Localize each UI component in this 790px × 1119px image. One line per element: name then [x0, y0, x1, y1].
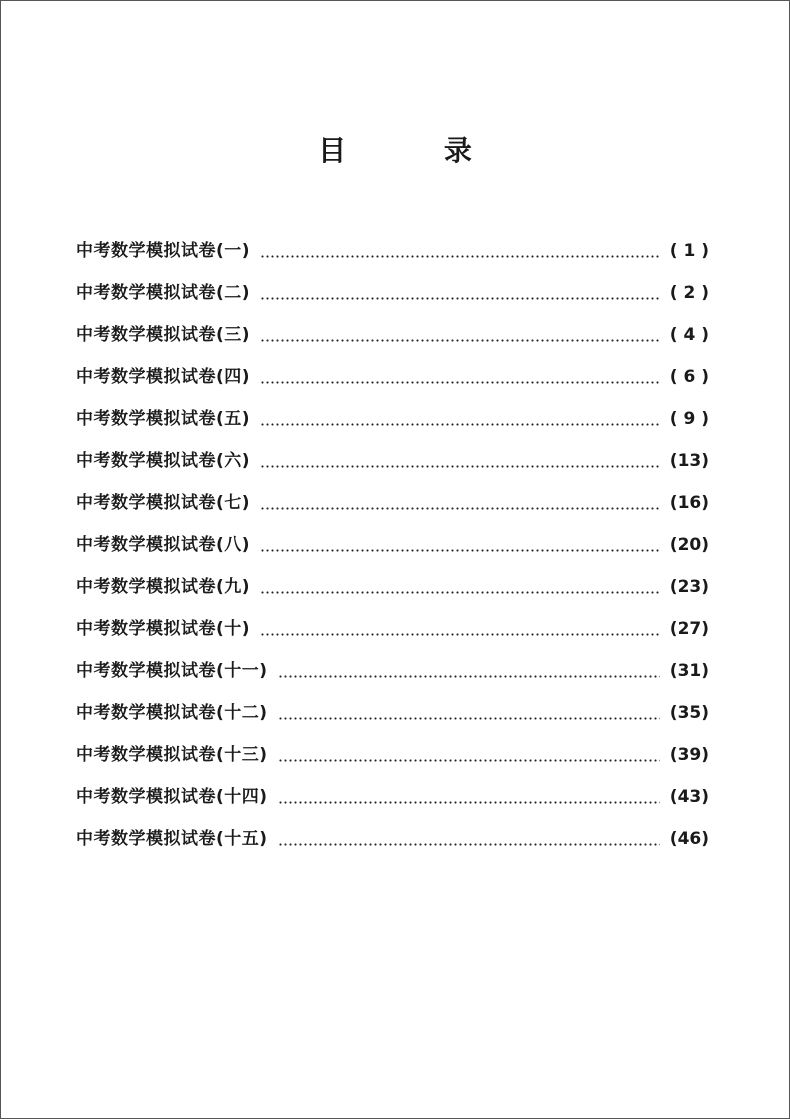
toc-entry[interactable] — [76, 355, 709, 397]
toc-entry-page: ( 9 ) — [669, 409, 709, 429]
toc-entry-page: (16) — [669, 493, 709, 513]
toc-entry-label: 中考数学模拟试卷(五) — [76, 409, 251, 429]
toc-entry[interactable] — [76, 691, 709, 733]
toc-entry[interactable] — [76, 229, 709, 271]
toc-entry-page: ( 2 ) — [669, 283, 709, 303]
dot-leader — [260, 633, 660, 636]
toc-entry-label: 中考数学模拟试卷(十五) — [76, 829, 268, 849]
toc-entry-page: (31) — [669, 661, 709, 681]
dot-leader — [278, 843, 660, 846]
toc-entry-label: 中考数学模拟试卷(九) — [76, 577, 251, 597]
dot-leader — [260, 465, 660, 468]
dot-leader — [278, 675, 660, 678]
toc-entry-label: 中考数学模拟试卷(十一) — [76, 661, 268, 681]
toc-entry-page: (23) — [669, 577, 709, 597]
toc-entry[interactable] — [76, 607, 709, 649]
toc-title: 目 录 — [318, 134, 516, 167]
toc-entry-page: (13) — [669, 451, 709, 471]
toc-entry-page: ( 4 ) — [669, 325, 709, 345]
toc-entry-page: (39) — [669, 745, 709, 765]
toc-list — [76, 229, 709, 859]
toc-entry-page: (46) — [669, 829, 709, 849]
dot-leader — [260, 339, 660, 342]
toc-entry-page: ( 1 ) — [669, 241, 709, 261]
dot-leader — [278, 801, 660, 804]
toc-entry-page: (35) — [669, 703, 709, 723]
toc-entry[interactable] — [76, 313, 709, 355]
dot-leader — [278, 717, 660, 720]
dot-leader — [260, 549, 660, 552]
toc-entry[interactable] — [76, 817, 709, 859]
dot-leader — [260, 591, 660, 594]
dot-leader — [278, 759, 660, 762]
toc-entry-page: ( 6 ) — [669, 367, 709, 387]
toc-entry-label: 中考数学模拟试卷(十四) — [76, 787, 268, 807]
dot-leader — [260, 255, 660, 258]
toc-entry-label: 中考数学模拟试卷(十二) — [76, 703, 268, 723]
toc-entry-label: 中考数学模拟试卷(四) — [76, 367, 251, 387]
dot-leader — [260, 297, 660, 300]
toc-entry[interactable] — [76, 523, 709, 565]
toc-entry[interactable] — [76, 649, 709, 691]
toc-entry-label: 中考数学模拟试卷(十三) — [76, 745, 268, 765]
toc-entry-page: (27) — [669, 619, 709, 639]
dot-leader — [260, 423, 660, 426]
toc-entry-label: 中考数学模拟试卷(六) — [76, 451, 251, 471]
toc-entry[interactable] — [76, 733, 709, 775]
toc-entry[interactable] — [76, 481, 709, 523]
dot-leader — [260, 507, 660, 510]
toc-entry[interactable] — [76, 439, 709, 481]
toc-entry-page: (20) — [669, 535, 709, 555]
toc-entry-label: 中考数学模拟试卷(十) — [76, 619, 251, 639]
toc-entry-label: 中考数学模拟试卷(三) — [76, 325, 251, 345]
toc-entry-label: 中考数学模拟试卷(八) — [76, 535, 251, 555]
toc-entry[interactable] — [76, 271, 709, 313]
toc-entry[interactable] — [76, 565, 709, 607]
toc-entry-page: (43) — [669, 787, 709, 807]
toc-entry-label: 中考数学模拟试卷(一) — [76, 241, 251, 261]
toc-entry-label: 中考数学模拟试卷(二) — [76, 283, 251, 303]
dot-leader — [260, 381, 660, 384]
toc-entry-label: 中考数学模拟试卷(七) — [76, 493, 251, 513]
toc-entry[interactable] — [76, 775, 709, 817]
toc-entry[interactable] — [76, 397, 709, 439]
